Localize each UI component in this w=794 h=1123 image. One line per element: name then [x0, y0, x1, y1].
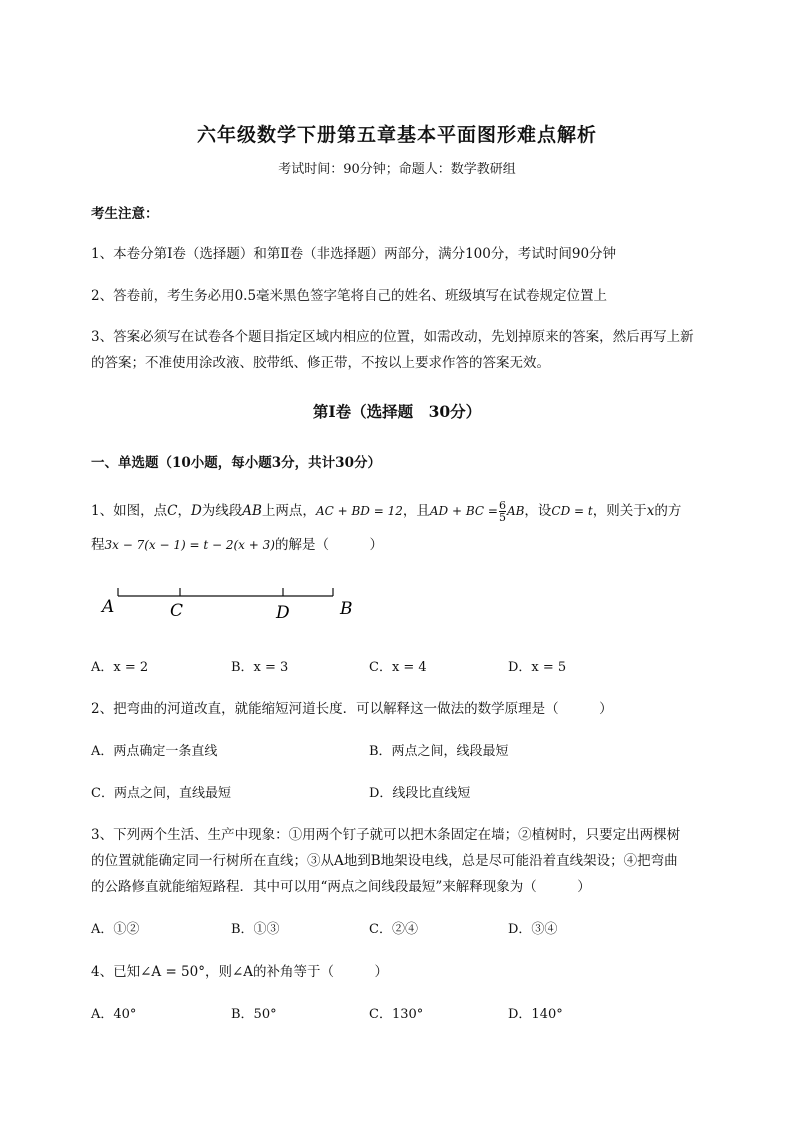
- question-3-line-3: 的公路修直就能缩短路程．其中可以用“两点之间线段最短”来解释现象为（ ）: [91, 879, 591, 895]
- q3-option-c[interactable]: C．②④: [369, 922, 418, 937]
- q1-option-a[interactable]: A．x = 2: [91, 660, 149, 675]
- notice-item-2: 2、答卷前，考生务必用0.5毫米黑色签字笔将自己的姓名、班级填写在试卷规定位置上: [91, 288, 608, 304]
- q1-point-d: D: [190, 503, 202, 519]
- q1-text: 的解是（ ）: [274, 537, 383, 553]
- q1-equation-1: AC + BD = 12: [315, 504, 403, 518]
- question-4: 4、已知∠A = 50°，则∠A的补角等于（ ）: [91, 964, 389, 980]
- fraction-numerator: 6: [498, 499, 506, 512]
- question-3-line-2: 的位置就能确定同一行树所在直线；③从A地到B地架设电线，总是尽可能沿着直线架设；④把弯曲: [91, 853, 678, 869]
- q1-text: ，且: [402, 503, 430, 519]
- q1-point-c: C: [167, 503, 178, 519]
- q1-segment-ab: AB: [242, 503, 262, 519]
- q1-text: ，设: [524, 503, 552, 519]
- q1-fraction: [499, 500, 506, 523]
- fraction-denominator: 5: [498, 511, 506, 524]
- notice-heading: 考生注意：: [91, 206, 159, 222]
- question-1-line-2: [91, 533, 383, 553]
- q4-option-d[interactable]: D．140°: [508, 1007, 563, 1022]
- q2-option-c[interactable]: C．两点之间，直线最短: [91, 786, 231, 801]
- part-heading: 一、单选题（10小题，每小题3分，共计30分）: [91, 455, 381, 471]
- q1-option-b[interactable]: B．x = 3: [231, 660, 289, 675]
- q1-equation-2-rhs: AB: [506, 504, 525, 518]
- q1-text: 程: [91, 537, 105, 553]
- segment-figure: [95, 580, 365, 630]
- notice-item-1: 1、本卷分第Ⅰ卷（选择题）和第Ⅱ卷（非选择题）两部分，满分100分，考试时间90分钟: [91, 246, 617, 262]
- q3-option-d[interactable]: D．③④: [508, 922, 558, 937]
- q3-option-b[interactable]: B．①③: [231, 922, 280, 937]
- q1-variable-x: x: [646, 503, 655, 519]
- q4-option-b[interactable]: B．50°: [231, 1007, 277, 1022]
- q2-option-d[interactable]: D．线段比直线短: [369, 786, 471, 801]
- q1-option-d[interactable]: D．x = 5: [508, 660, 567, 675]
- q1-equation-2: AD + BC =: [429, 504, 498, 518]
- section-title: 第Ⅰ卷（选择题 30分）: [312, 402, 482, 421]
- q1-equation-4: 3x − 7(x − 1) = t − 2(x + 3): [104, 538, 275, 552]
- exam-info: 考试时间：90分钟；命题人：数学教研组: [278, 162, 516, 177]
- label-c: C: [170, 601, 184, 621]
- q1-text: 为线段: [201, 503, 243, 519]
- notice-item-3-cont: 的答案；不准使用涂改液、胶带纸、修正带，不按以上要求作答的答案无效。: [91, 355, 550, 371]
- question-3-line-1: 3、下列两个生活、生产中现象：①用两个钉子就可以把木条固定在墙；②植树时，只要定出两棵树: [91, 827, 681, 843]
- notice-item-3: 3、答案必须写在试卷各个题目指定区域内相应的位置，如需改动，先划掉原来的答案，然后再写上新: [91, 329, 694, 345]
- q4-option-a[interactable]: A．40°: [91, 1007, 137, 1022]
- page-title: 六年级数学下册第五章基本平面图形难点解析: [196, 124, 597, 146]
- q3-option-a[interactable]: A．①②: [91, 922, 140, 937]
- q4-option-c[interactable]: C．130°: [369, 1007, 424, 1022]
- label-a: A: [102, 597, 115, 617]
- q1-text: ，则关于: [592, 503, 647, 519]
- q2-option-a[interactable]: A．两点确定一条直线: [91, 744, 218, 759]
- q1-equation-3: CD = t: [551, 504, 593, 518]
- q1-text: 上两点，: [261, 503, 316, 519]
- question-2: 2、把弯曲的河道改直，就能缩短河道长度．可以解释这一做法的数学原理是（ ）: [91, 701, 613, 717]
- q2-option-b[interactable]: B．两点之间，线段最短: [369, 744, 509, 759]
- question-1-line-1: [91, 500, 681, 523]
- q1-option-c[interactable]: C．x = 4: [369, 660, 427, 675]
- q1-text: ，: [177, 503, 191, 519]
- label-b: B: [340, 599, 353, 619]
- q1-text: 1、如图，点: [91, 503, 168, 519]
- q1-text: 的方: [654, 503, 682, 519]
- label-d: D: [276, 603, 290, 623]
